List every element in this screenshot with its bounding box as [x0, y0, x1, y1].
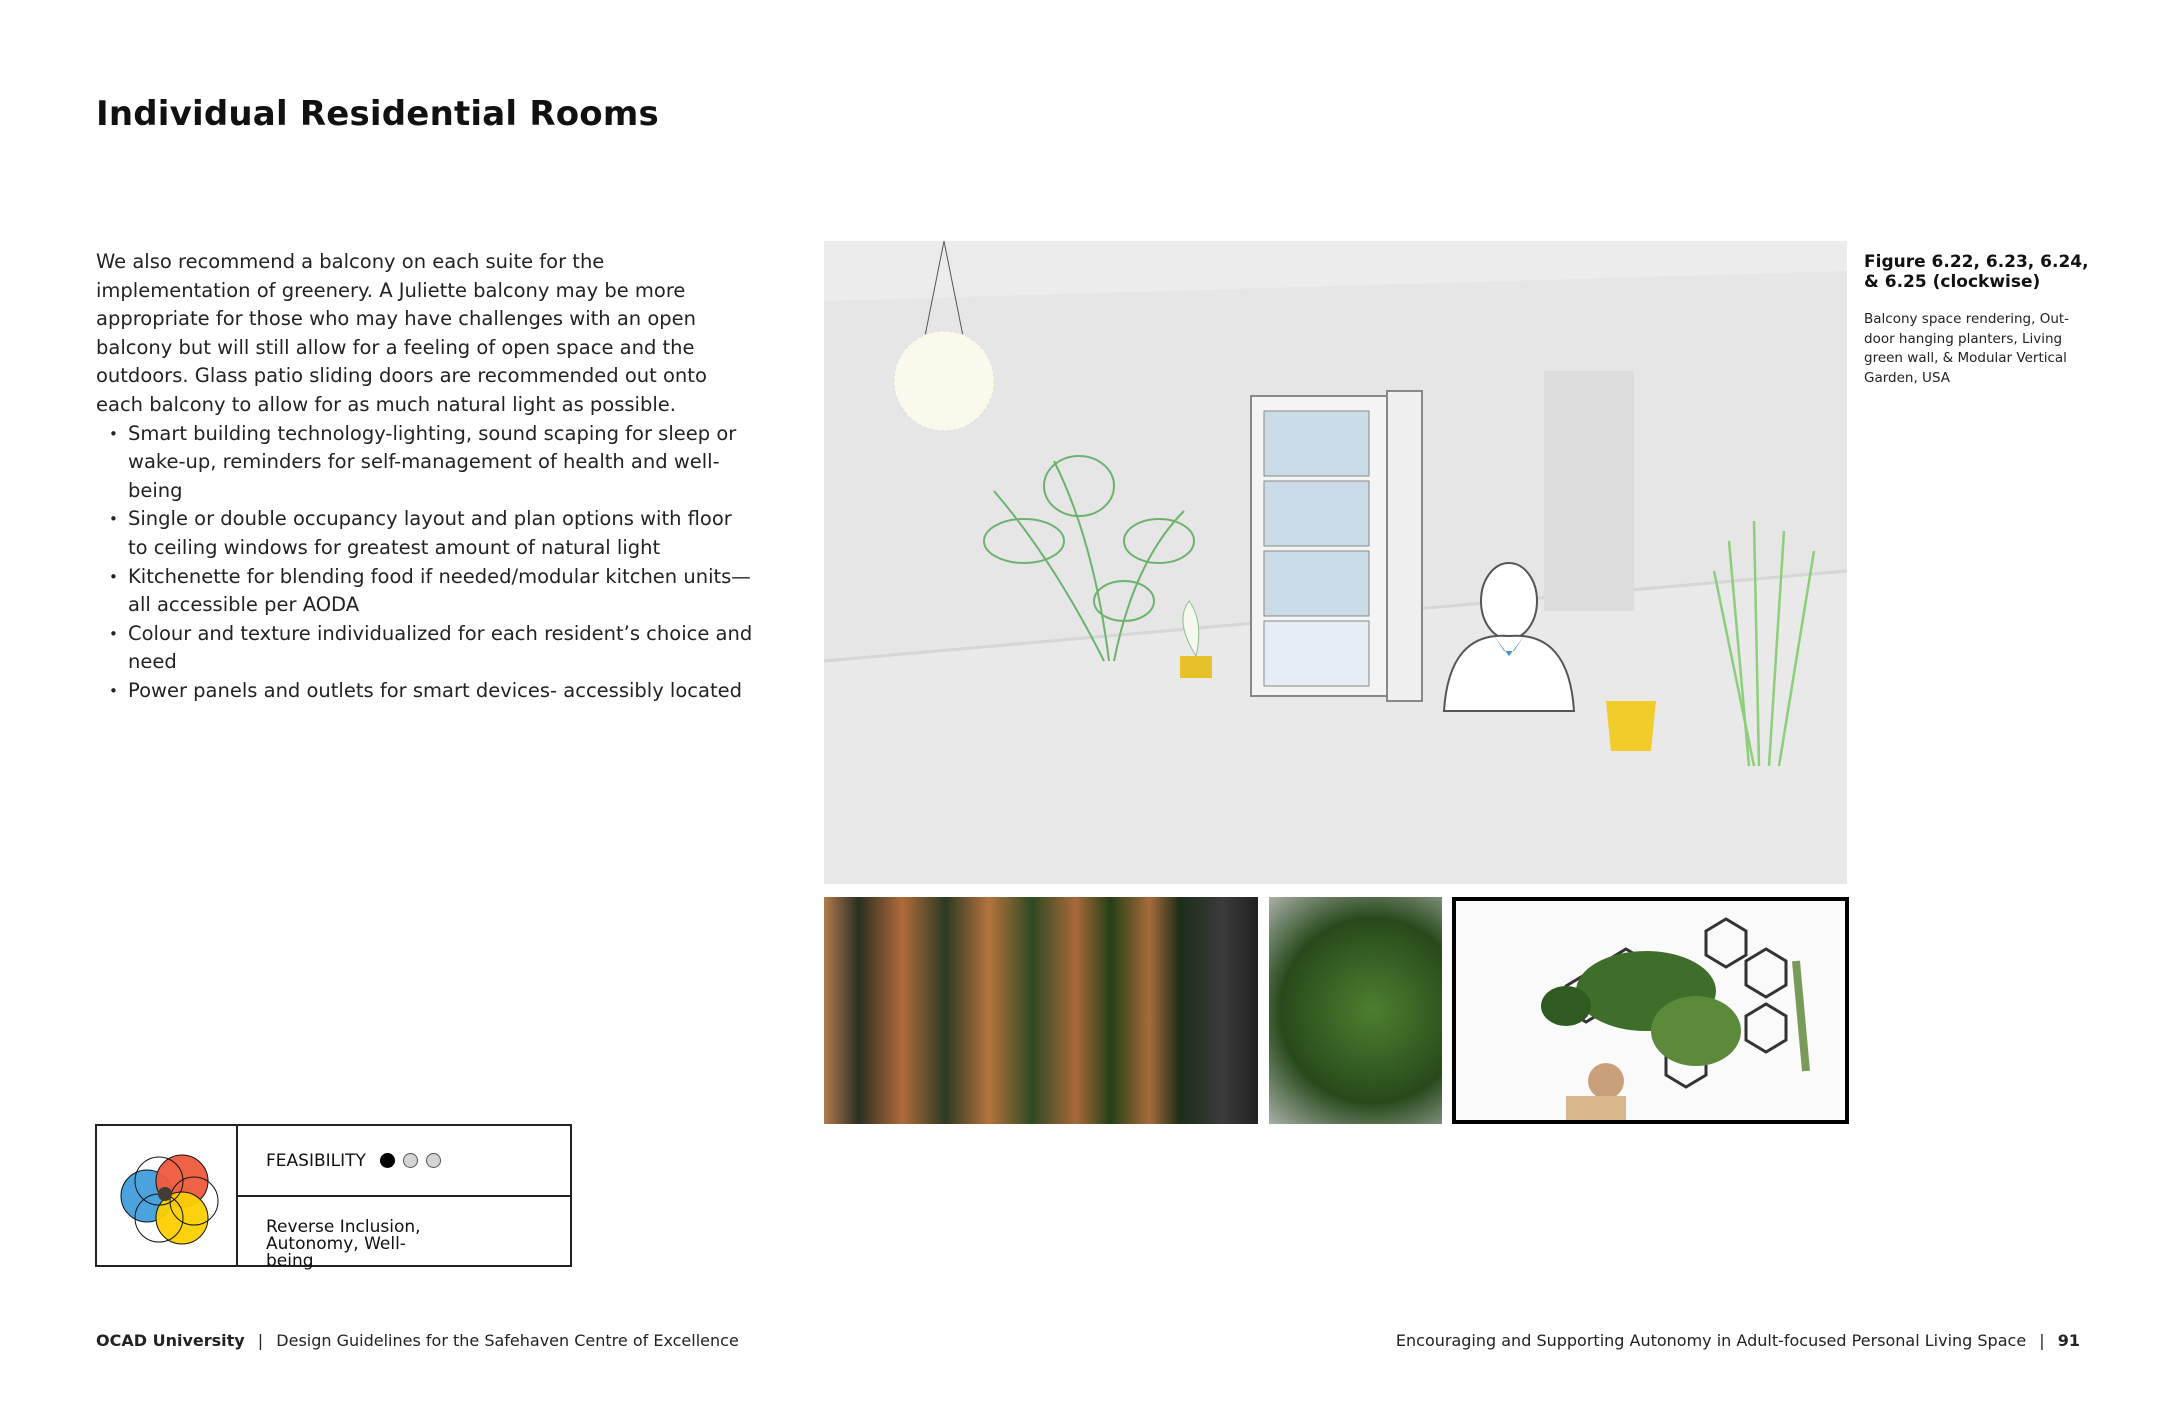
- body-text: [96, 248, 756, 706]
- intro-paragraph: We also recommend a balcony on each suite for the implementation of greenery. A Juliette balcony may be more appropriate for those who may have challenges with an open balcony but will still allow for a feeling of open space and the outdoors. Glass patio sliding doors are recommended out onto each balcony to allow for as much natural light as possible.: [96, 250, 707, 416]
- feasibility-dot-empty-icon: [403, 1153, 418, 1168]
- list-item: • Smart building technology-lighting, sound scaping for sleep or wake-up, reminders for self-management of health and well-being: [96, 420, 756, 506]
- page-title: Individual Residential Rooms: [96, 94, 659, 134]
- bullet-list: [96, 420, 756, 706]
- list-item: • Single or double occupancy layout and plan options with floor to ceiling windows for greatest amount of natural light: [96, 505, 756, 562]
- feasibility-tags: Reverse Inclusion, Autonomy, Well-being: [266, 1217, 421, 1271]
- page-number: 91: [2057, 1331, 2080, 1350]
- footer-separator: |: [257, 1331, 264, 1350]
- balcony-rendering-image: [824, 241, 1847, 884]
- caption-text: Balcony space rendering, Out-door hanging planters, Living green wall, & Modular Vertical Garden, USA: [1864, 311, 2070, 386]
- list-item: • Kitchenette for blending food if needed/modular kitchen units—all accessible per AODA: [96, 563, 756, 620]
- feasibility-dot-empty-icon: [426, 1153, 441, 1168]
- feasibility-label: FEASIBILITY: [266, 1150, 366, 1171]
- hanging-planters-photo: [824, 897, 1258, 1124]
- caption-title: Figure 6.22, 6.23, 6.24, & 6.25 (clockwise): [1864, 252, 2089, 292]
- living-green-wall-photo: [1269, 897, 1442, 1124]
- feasibility-row: [238, 1126, 570, 1197]
- feasibility-box: [95, 1124, 572, 1271]
- venn-logo-icon: [97, 1126, 238, 1265]
- list-item: • Power panels and outlets for smart devices- accessibly located: [96, 677, 756, 706]
- list-item: • Colour and texture individualized for each resident’s choice and need: [96, 620, 756, 677]
- modular-vertical-garden-photo: [1452, 897, 1849, 1124]
- footer-org: OCAD University: [96, 1331, 245, 1350]
- feasibility-dot-filled-icon: [380, 1153, 395, 1168]
- footer-left: [96, 1331, 739, 1350]
- figure-caption: [1864, 252, 2094, 388]
- footer-doc-title: Design Guidelines for the Safehaven Centre of Excellence: [276, 1331, 739, 1350]
- footer-right: [1396, 1331, 2080, 1350]
- footer-section: Encouraging and Supporting Autonomy in Adult-focused Personal Living Space: [1395, 1331, 2027, 1350]
- footer-separator: |: [2039, 1331, 2045, 1350]
